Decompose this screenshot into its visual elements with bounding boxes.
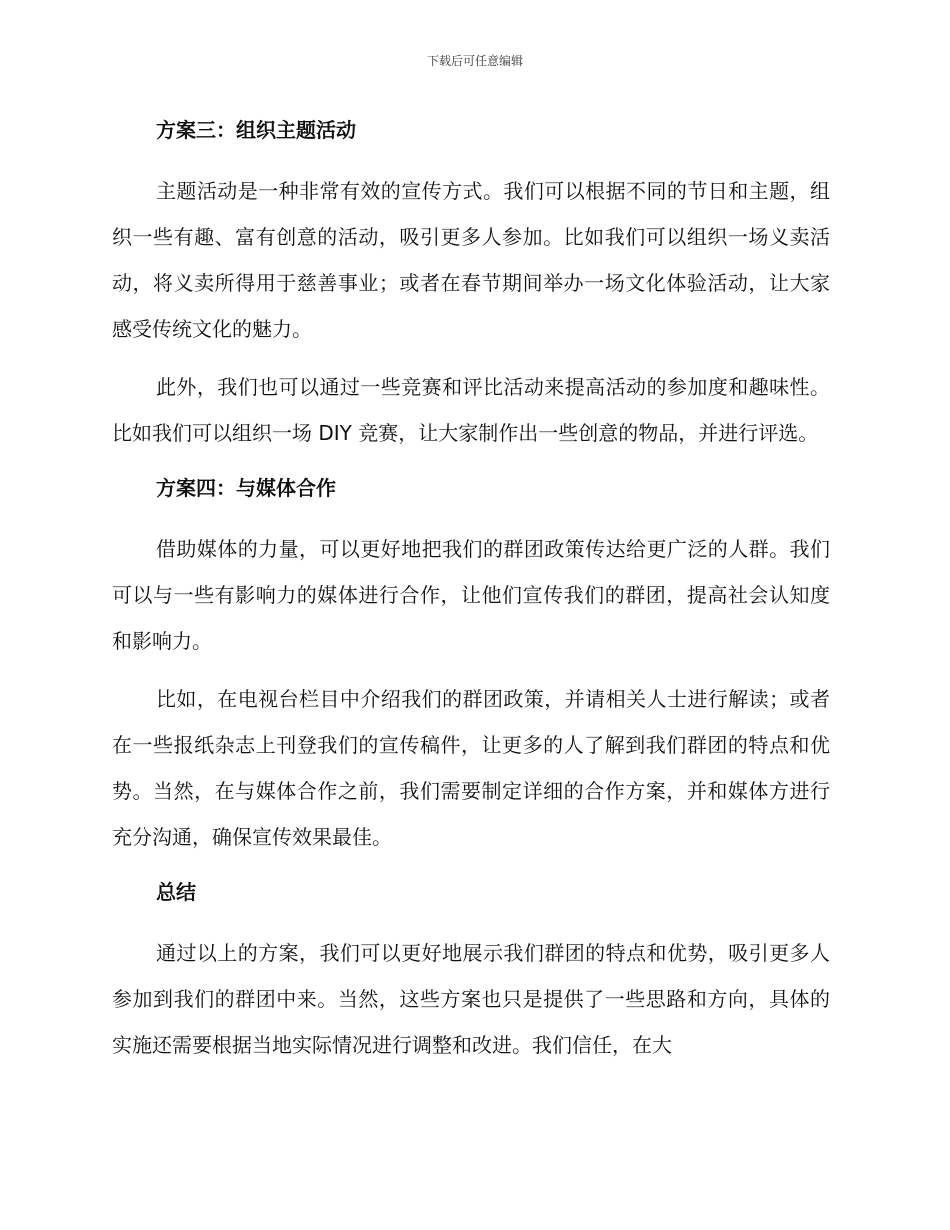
page-header-note: 下载后可任意编辑 — [426, 54, 523, 68]
paragraph: 此外，我们也可以通过一些竞赛和评比活动来提高活动的参加度和趣味性。比如我们可以组织一场 DIY 竞赛，让大家制作出一些创意的物品，并进行评选。 — [112, 375, 830, 445]
section-heading-plan-four: 方案四：与媒体合作 — [156, 476, 336, 500]
section-heading-summary: 总结 — [156, 880, 196, 904]
document-body — [112, 110, 830, 1080]
paragraph: 借助媒体的力量，可以更好地把我们的群团政策传达给更广泛的人群。我们可以与一些有影响力的媒体进行合作，让他们宣传我们的群团，提高社会认知度和影响力。 — [112, 537, 830, 653]
paragraph: 通过以上的方案，我们可以更好地展示我们群团的特点和优势，吸引更多人参加到我们的群团中来。当然，这些方案也只是提供了一些思路和方向，具体的实施还需要根据当地实际情况进行调整和改进。我们信任，在大 — [112, 941, 830, 1057]
paragraph: 主题活动是一种非常有效的宣传方式。我们可以根据不同的节日和主题，组织一些有趣、富有创意的活动，吸引更多人参加。比如我们可以组织一场义卖活动，将义卖所得用于慈善事业；或者在春节期间举办一场文化体验活动，让大家感受传统文化的魅力。 — [112, 179, 830, 341]
section-heading-plan-three: 方案三：组织主题活动 — [156, 118, 356, 142]
paragraph: 比如，在电视台栏目中介绍我们的群团政策，并请相关人士进行解读；或者在一些报纸杂志上刊登我们的宣传稿件，让更多的人了解到我们群团的特点和优势。当然，在与媒体合作之前，我们需要制定详细的合作方案，并和媒体方进行充分沟通，确保宣传效果最佳。 — [112, 687, 830, 849]
